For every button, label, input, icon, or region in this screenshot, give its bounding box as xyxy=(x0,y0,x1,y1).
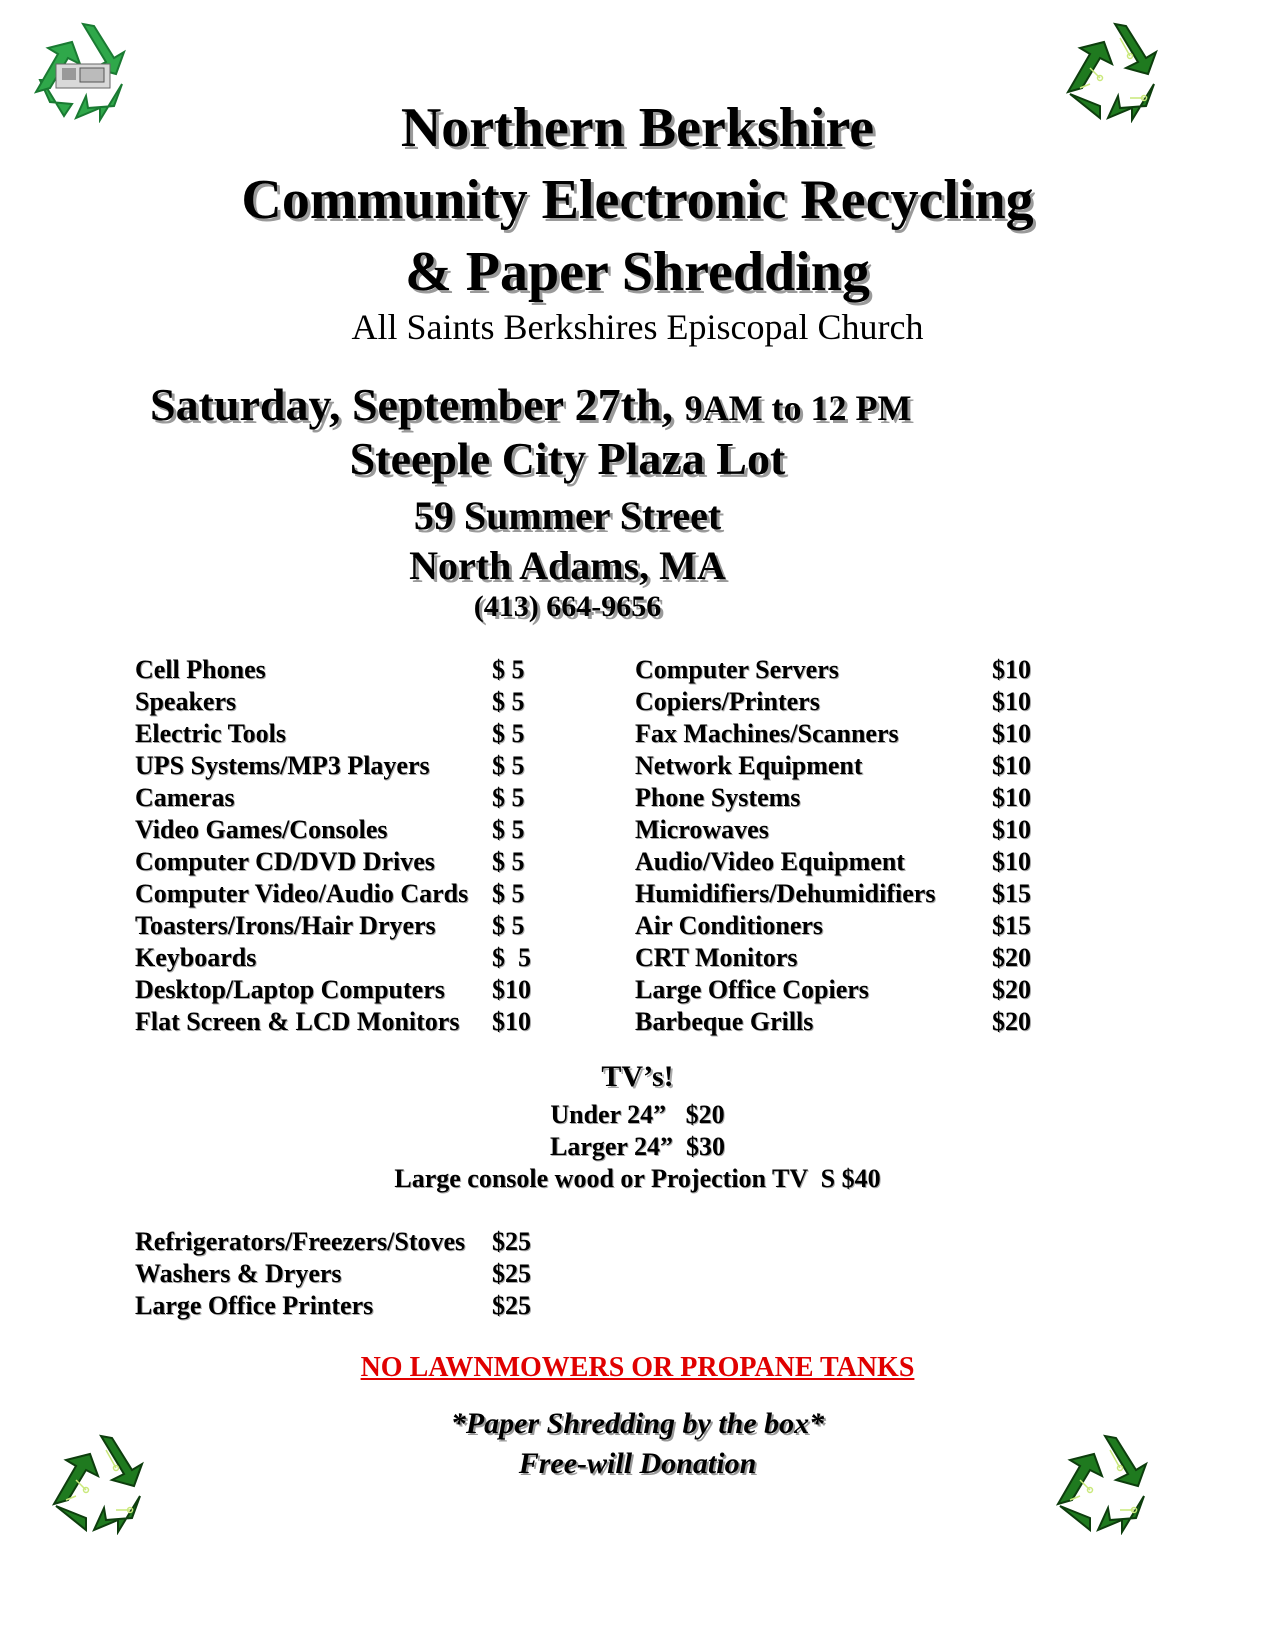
donation-note: Free-will Donation xyxy=(518,1447,757,1480)
item-price: $ 5 xyxy=(492,751,525,780)
item-name: Washers & Dryers xyxy=(135,1259,342,1288)
title-line-3: & Paper Shredding xyxy=(405,241,870,303)
item-price: $ 5 xyxy=(492,943,531,972)
item-name: Keyboards xyxy=(135,943,257,972)
church-name: All Saints Berkshires Episcopal Church xyxy=(351,307,924,347)
event-phone: (413) 664-9656 xyxy=(473,590,662,623)
item-name: CRT Monitors xyxy=(635,943,798,972)
item-name: Cell Phones xyxy=(135,655,266,684)
item-price: $10 xyxy=(992,719,1031,748)
item-price: $10 xyxy=(992,847,1031,876)
item-price: $ 5 xyxy=(492,879,525,908)
item-price: $25 xyxy=(492,1227,531,1256)
item-price: $10 xyxy=(492,1007,531,1036)
event-date-text: Saturday, September 27th, xyxy=(150,379,674,430)
item-price: $ 5 xyxy=(492,847,525,876)
event-time: 9AM to 12 PM xyxy=(684,388,912,428)
item-name: Humidifiers/Dehumidifiers xyxy=(635,879,936,908)
item-name: Network Equipment xyxy=(635,751,863,780)
shredding-note: *Paper Shredding by the box* xyxy=(450,1407,825,1440)
item-price: $ 5 xyxy=(492,783,525,812)
item-name: Computer Video/Audio Cards xyxy=(135,879,469,908)
item-price: $ 5 xyxy=(492,719,525,748)
item-price: $ 5 xyxy=(492,655,525,684)
tv-heading: TV’s! xyxy=(601,1060,674,1093)
tv-price-line: Larger 24” $30 xyxy=(550,1132,725,1161)
item-name: Video Games/Consoles xyxy=(135,815,388,844)
item-name: Audio/Video Equipment xyxy=(635,847,905,876)
item-price: $10 xyxy=(992,687,1031,716)
item-price: $10 xyxy=(492,975,531,1004)
item-price: $15 xyxy=(992,879,1031,908)
item-price: $10 xyxy=(992,815,1031,844)
event-city: North Adams, MA xyxy=(409,543,726,588)
item-name: Microwaves xyxy=(635,815,769,844)
item-name: Refrigerators/Freezers/Stoves xyxy=(135,1227,466,1256)
item-price: $15 xyxy=(992,911,1031,940)
item-name: Speakers xyxy=(135,687,237,716)
item-name: Air Conditioners xyxy=(635,911,824,940)
item-price: $ 5 xyxy=(492,687,525,716)
item-name: Flat Screen & LCD Monitors xyxy=(135,1007,460,1036)
item-price: $25 xyxy=(492,1291,531,1320)
item-price: $20 xyxy=(992,943,1031,972)
item-price: $10 xyxy=(992,655,1031,684)
item-name: Electric Tools xyxy=(135,719,286,748)
item-price: $10 xyxy=(992,783,1031,812)
item-price: $ 5 xyxy=(492,911,525,940)
tv-price-line: Under 24” $20 xyxy=(550,1100,725,1129)
item-name: Cameras xyxy=(135,783,235,812)
item-price: $10 xyxy=(992,751,1031,780)
item-name: Copiers/Printers xyxy=(635,687,820,716)
warning-notice: NO LAWNMOWERS OR PROPANE TANKS xyxy=(360,1352,915,1383)
event-date xyxy=(150,378,912,431)
item-name: Computer Servers xyxy=(635,655,839,684)
item-name: Phone Systems xyxy=(635,783,801,812)
event-street: 59 Summer Street xyxy=(413,493,722,538)
item-price: $25 xyxy=(492,1259,531,1288)
item-name: Barbeque Grills xyxy=(635,1007,814,1036)
item-name: Desktop/Laptop Computers xyxy=(135,975,445,1004)
title-line-1: Northern Berkshire xyxy=(400,97,875,159)
item-name: Fax Machines/Scanners xyxy=(635,719,899,748)
item-price: $20 xyxy=(992,975,1031,1004)
item-price: $20 xyxy=(992,1007,1031,1036)
title-line-2: Community Electronic Recycling xyxy=(241,169,1034,231)
item-name: Toasters/Irons/Hair Dryers xyxy=(135,911,436,940)
tv-price-line: Large console wood or Projection TV S $40 xyxy=(394,1164,881,1193)
item-name: Large Office Copiers xyxy=(635,975,869,1004)
item-name: Large Office Printers xyxy=(135,1291,374,1320)
item-price: $ 5 xyxy=(492,815,525,844)
item-name: UPS Systems/MP3 Players xyxy=(135,751,430,780)
event-location: Steeple City Plaza Lot xyxy=(349,433,786,484)
item-name: Computer CD/DVD Drives xyxy=(135,847,435,876)
